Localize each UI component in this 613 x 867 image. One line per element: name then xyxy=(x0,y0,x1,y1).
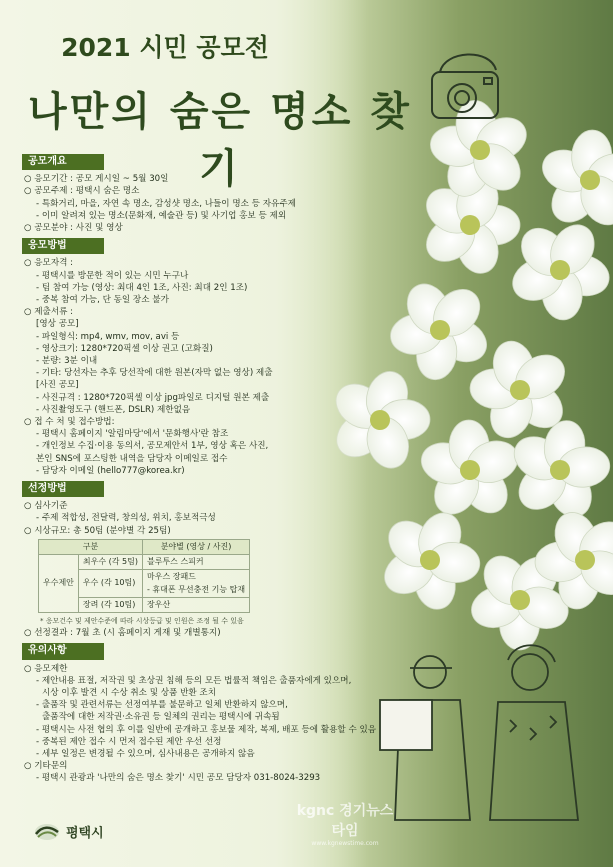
award-group: 우수제안 xyxy=(39,555,79,613)
section-heading: 공모개요 xyxy=(22,154,104,170)
section-line: - 담당자 이메일 (hello777@korea.kr) xyxy=(36,465,185,476)
section-line: - 평택시를 방문한 적이 있는 시민 누구나 xyxy=(36,270,189,281)
section-line: - 영상크기: 1280*720픽셀 이상 권고 (고화질) xyxy=(36,343,213,354)
watermark-url: www.kgnewstime.com xyxy=(311,840,379,847)
section-line: - 팀 참여 가능 (영상: 최대 4인 1조, 사진: 최대 2인 1조) xyxy=(36,282,248,293)
section-line: [영상 공모] xyxy=(36,319,79,330)
section-line: - 평택시는 사전 협의 후 이를 일반에 공개하고 홍보물 제작, 복제, 배포 등에 활용할 수 있음 xyxy=(36,724,377,735)
section-line: ○ 선정결과 : 7월 초 (시 홈페이지 게재 및 개별통지) xyxy=(24,628,221,639)
award-level: 장려 (각 10팀) xyxy=(78,597,142,612)
section-line: - 평택시 관광과 '나만의 숨은 명소 찾기' 시민 공모 담당자 031-8024-3293 xyxy=(36,773,321,784)
section-line: ○ 기타문의 xyxy=(24,761,68,772)
section-heading: 응모방법 xyxy=(22,238,104,254)
section-line: ○ 공모주제 : 평택시 숨은 명소 xyxy=(24,186,140,197)
section-line: ○ 시상규모: 총 50팀 (분야별 각 25팀) xyxy=(24,525,171,536)
section-line: - 사진촬영도구 (핸드폰, DSLR) 제한없음 xyxy=(36,404,191,415)
section-line: - 사진규격 : 1280*720픽셀 이상 jpg파일로 디지털 원본 제출 xyxy=(36,392,270,403)
poster-title: 나만의 숨은 명소 찾기 xyxy=(28,88,412,192)
section-line: ○ 응모자격 : xyxy=(24,258,74,269)
section-line: 시상 이후 발견 시 수상 취소 및 상품 반환 조치 xyxy=(42,687,217,698)
section-1 xyxy=(22,238,327,477)
watermark-main: kgnc 경기뉴스타임 xyxy=(296,803,394,839)
section-0 xyxy=(22,154,327,234)
city-emblem-icon xyxy=(34,823,60,841)
award-prize: 마우스 장패드 - 휴대폰 무선충전 기능 탑재 xyxy=(142,570,249,597)
section-line: ○ 제출서류 : xyxy=(24,307,74,318)
section-line: - 기타: 당선자는 추후 당선작에 대한 원본(자막 없는 영상) 제출 xyxy=(36,368,273,379)
content-column xyxy=(22,150,377,785)
award-level: 최우수 (각 5팀) xyxy=(78,555,142,570)
award-note: * 응모건수 및 제안수준에 따라 시상등급 및 인원은 조정 될 수 있음 xyxy=(40,616,244,625)
section-line: ○ 응모제한 xyxy=(24,663,68,674)
section-line: - 파일형식: mp4, wmv, mov, avi 등 xyxy=(36,331,180,342)
award-prize: 장우산 xyxy=(142,597,249,612)
section-line: ○ 응모기간 : 공모 게시일 ~ 5월 30일 xyxy=(24,174,169,185)
section-line: ○ 접 수 처 및 접수방법: xyxy=(24,417,115,428)
award-table-header: 분야별 (영상 / 사진) xyxy=(142,539,249,554)
section-3 xyxy=(22,643,377,784)
section-line: - 평택시 홈페이지 '알림마당'에서 '문화행사'란 참조 xyxy=(36,429,229,440)
section-line: - 세부 일정은 변경될 수 있으며, 심사내용은 공개하지 않음 xyxy=(36,748,255,759)
section-heading: 선정방법 xyxy=(22,481,104,497)
news-watermark xyxy=(290,800,400,847)
section-line: - 중복 참여 가능, 단 동일 장소 불가 xyxy=(36,295,169,306)
award-table-header: 구분 xyxy=(39,539,143,554)
section-line: ○ 공모분야 : 사진 및 영상 xyxy=(24,223,123,234)
section-line: 본인 SNS에 포스팅한 내역을 담당자 이메일로 접수 xyxy=(36,453,228,464)
section-line: [사진 공모] xyxy=(36,380,79,391)
section-2 xyxy=(22,481,327,639)
section-line: - 출품작 및 관련서류는 선정여부를 불문하고 일체 반환하지 않으며, xyxy=(36,700,288,711)
section-line: - 분량: 3분 이내 xyxy=(36,356,98,367)
section-line: - 중복된 제안 접수 시 먼저 접수된 제안 우선 선정 xyxy=(36,736,222,747)
section-line: - 제안내용 표절, 저작권 및 초상권 침해 등의 모든 법률적 책임은 출품자에게 있으며, xyxy=(36,675,352,686)
city-logo xyxy=(34,822,104,841)
section-line: ○ 심사기준 xyxy=(24,501,68,512)
section-line: - 주제 적합성, 전달력, 창의성, 위치, 홍보적극성 xyxy=(36,513,216,524)
award-level: 우수 (각 10팀) xyxy=(78,570,142,597)
section-line: - 이미 알려져 있는 명소(문화재, 예술관 등) 및 사기업 홍보 등 제외 xyxy=(36,210,287,221)
city-logo-text: 평택시 xyxy=(66,826,104,841)
section-line: - 특화거리, 마을, 자연 속 명소, 감성샷 명소, 나들이 명소 등 자유주제 xyxy=(36,198,296,209)
section-heading: 유의사항 xyxy=(22,643,104,659)
award-table xyxy=(38,539,250,613)
section-line: 출품작에 대한 저작권·소유권 등 일체의 권리는 평택시에 귀속됨 xyxy=(42,712,280,723)
award-prize: 블루투스 스피커 xyxy=(142,555,249,570)
poster-subtitle: 2021 시민 공모전 xyxy=(61,33,269,62)
section-line: - 개인정보 수집·이용 동의서, 공모제안서 1부, 영상 혹은 사진, xyxy=(36,441,269,452)
